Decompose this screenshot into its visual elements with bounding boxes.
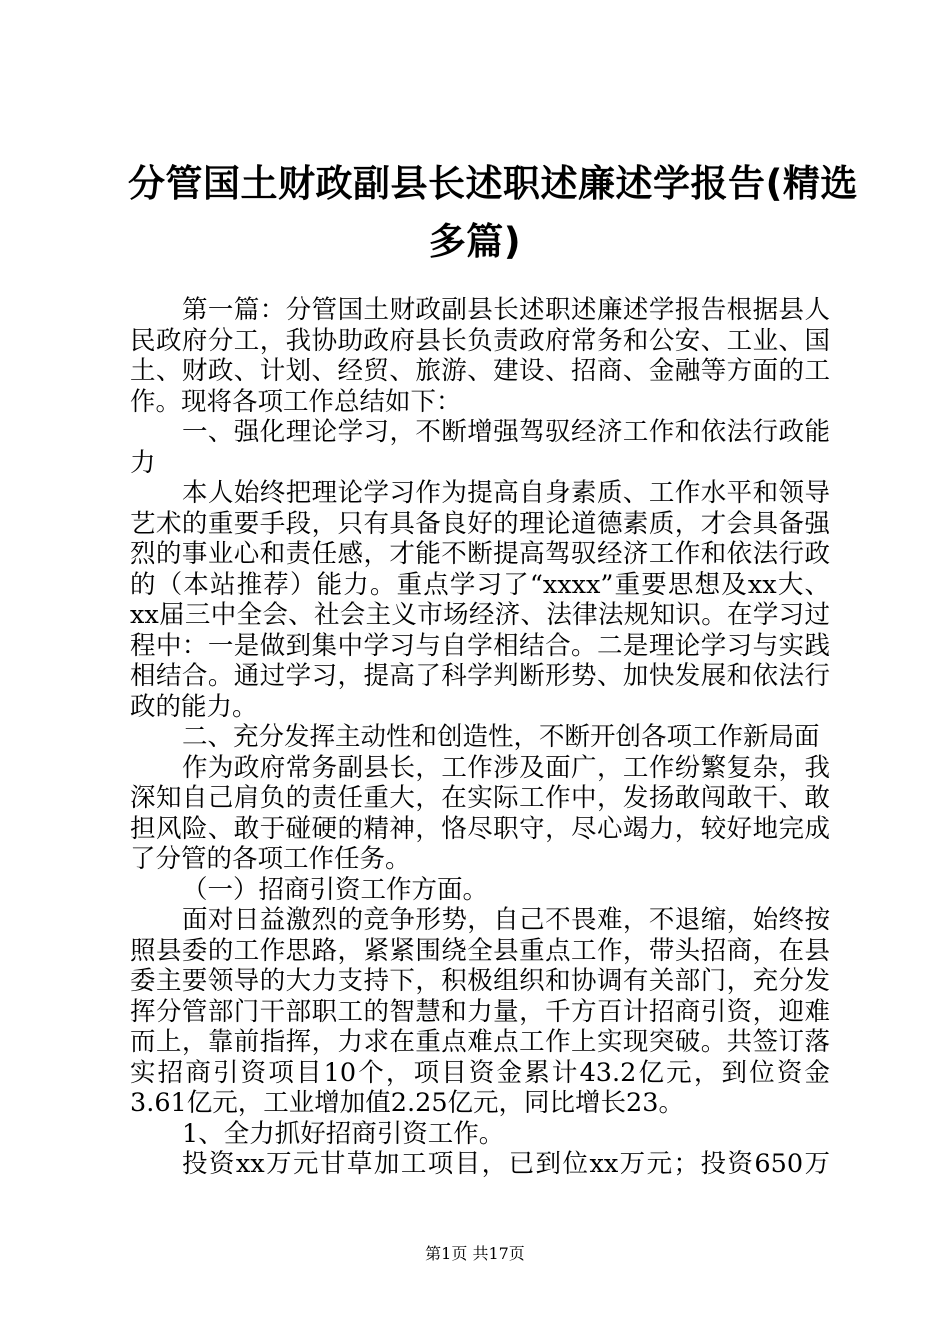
body-line: 的（本站推荐）能力。重点学习了“xxxx”重要思想及xx大、 (130, 569, 830, 600)
document-title (128, 155, 858, 271)
body-line: 烈的事业心和责任感，才能不断提高驾驭经济工作和依法行政 (130, 539, 830, 569)
body-line: 第一篇：分管国土财政副县长述职述廉述学报告根据县人 (182, 295, 830, 325)
page-footer: 第1页 共17页 (425, 1244, 525, 1263)
body-line: 照县委的工作思路，紧紧围绕全县重点工作，带头招商，在县 (130, 935, 830, 966)
body-line: 深知自己肩负的责任重大，在实际工作中，发扬敢闯敢干、敢 (130, 783, 830, 813)
body-line: 程中：一是做到集中学习与自学相结合。二是理论学习与实践 (130, 630, 830, 661)
body-line: （一）招商引资工作方面。 (182, 874, 489, 905)
body-line: 相结合。通过学习，提高了科学判断形势、加快发展和依法行 (130, 661, 830, 691)
body-line: 艺术的重要手段，只有具备良好的理论道德素质，才会具备强 (130, 508, 830, 539)
body-line: 作。现将各项工作总结如下： (130, 386, 462, 417)
body-line: 面对日益激烈的竞争形势，自己不畏难，不退缩，始终按 (182, 905, 830, 935)
body-line: 担风险、敢于碰硬的精神，恪尽职守，尽心竭力，较好地完成 (130, 813, 830, 844)
document-body (130, 295, 830, 1180)
body-line: 力 (130, 447, 156, 478)
body-line: 投资xx万元甘草加工项目，已到位xx万元；投资650万 (182, 1149, 830, 1179)
body-line: 作为政府常务副县长，工作涉及面广，工作纷繁复杂，我 (182, 752, 830, 783)
body-line: 挥分管部门干部职工的智慧和力量，千方百计招商引资，迎难 (130, 996, 830, 1027)
body-line: 土、财政、计划、经贸、旅游、建设、招商、金融等方面的工 (130, 356, 830, 386)
body-line: 政的能力。 (130, 691, 258, 722)
body-line: 民政府分工，我协助政府县长负责政府常务和公安、工业、国 (130, 325, 830, 356)
body-line: 而上，靠前指挥，力求在重点难点工作上实现突破。共签订落 (130, 1027, 830, 1057)
title-line-1: 分管国土财政副县长述职述廉述学报告(精选 (128, 162, 858, 205)
body-line: 二、充分发挥主动性和创造性，不断开创各项工作新局面 (182, 722, 820, 752)
body-line: 本人始终把理论学习作为提高自身素质、工作水平和领导 (182, 478, 830, 508)
body-line: xx届三中全会、社会主义市场经济、法律法规知识。在学习过 (130, 600, 830, 630)
body-line: 了分管的各项工作任务。 (130, 844, 411, 874)
title-line-2: 多篇) (428, 220, 522, 263)
body-line: 实招商引资项目10个，项目资金累计43.2亿元，到位资金 (130, 1057, 830, 1088)
body-line: 3.61亿元，工业增加值2.25亿元，同比增长23。 (130, 1088, 685, 1118)
body-line: 1、全力抓好招商引资工作。 (182, 1118, 505, 1149)
body-line: 委主要领导的大力支持下，积极组织和协调有关部门，充分发 (130, 966, 830, 996)
body-line: 一、强化理论学习，不断增强驾驭经济工作和依法行政能 (182, 417, 830, 447)
